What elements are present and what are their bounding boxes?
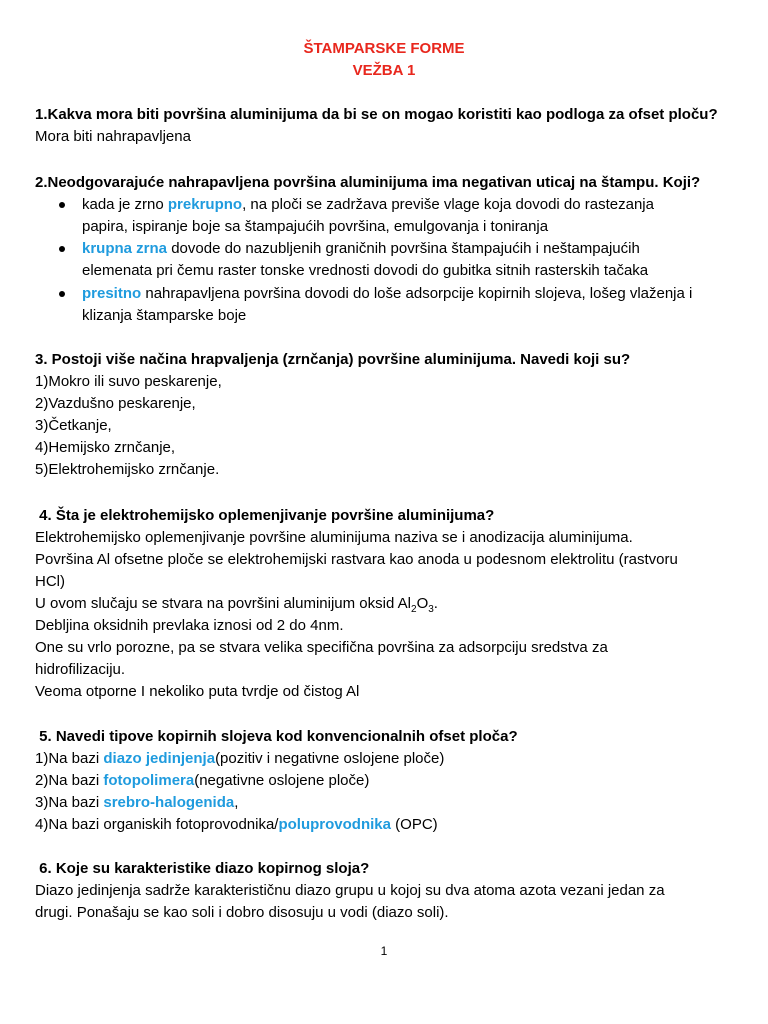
question-2: 2.Neodgovarajuće nahrapavljena površina aluminijuma ima negativan uticaj na štampu. Koji? [35,174,701,191]
bullet-3-text-line2: klizanja štamparske boje [82,307,247,324]
bullet-1-text: kada je zrno prekrupno, na ploči se zadržava previše vlage koja dovodi do rastezanja [82,196,654,213]
list-item: 2)Vazdušno peskarenje, [35,395,196,412]
bullet-2-text: krupna zrna dovode do nazubljenih graničnih površina štampajućih i neštampajućih [82,240,640,257]
paragraph-line: U ovom slučaju se stvara na površini aluminijum oksid $Al_2O_3$. [35,595,438,615]
question-6: 6. Koje su karakteristike diazo kopirnog sloja? [35,860,370,877]
paragraph-line: Diazo jedinjenja sadrže karakterističnu diazo grupu u kojoj su dva atoma azota vezani jedan za [35,882,665,899]
bullet-2-text-line2: elemenata pri čemu raster tonske vrednosti dovodi do gubitka sitnih rasterskih tačaka [82,262,649,279]
list-item: 4)Na bazi organiskih fotoprovodnika/poluprovodnika (OPC) [35,816,438,833]
highlight-term: prekrupno [167,196,243,213]
bullet-1-text-line2: papira, ispiranje boje sa štampajućih površina, emulgovanja i toniranja [82,218,549,235]
highlight-term: poluprovodnika [278,816,391,833]
question-5: 5. Navedi tipove kopirnih slojeva kod konvencionalnih ofset ploča? [35,728,518,745]
question-4: 4. Šta je elektrohemijsko oplemenjivanje površine aluminijuma? [35,507,495,524]
list-item: 3)Četkanje, [35,417,112,434]
paragraph-line: hidrofilizaciju. [35,661,126,678]
list-item: 3)Na bazi srebro-halogenida, [35,794,239,811]
paragraph-line: One su vrlo porozne, pa se stvara velika specifična površina za adsorpciju sredstva za [35,639,608,656]
paragraph-line: drugi. Ponašaju se kao soli i dobro disosuju u vodi (diazo soli). [35,904,449,921]
doc-title: ŠTAMPARSKE FORME [303,40,465,57]
bullet-3-text: presitno nahrapavljena površina dovodi do loše adsorpcije kopirnih slojeva, lošeg vlaženja i [82,285,693,302]
question-1: 1.Kakva mora biti površina aluminijuma da bi se on mogao koristiti kao podloga za ofset ploču? [35,106,718,123]
highlight-term: presitno [82,285,142,302]
list-item: 1)Mokro ili suvo peskarenje, [35,373,222,390]
question-3: 3. Postoji više načina hrapvaljenja (zrnčanja) površine aluminijuma. Navedi koji su? [35,351,631,368]
list-item: 4)Hemijsko zrnčanje, [35,439,176,456]
highlight-term: krupna zrna [82,240,168,257]
list-item: 5)Elektrohemijsko zrnčanje. [35,461,220,478]
paragraph-line: Veoma otporne I nekoliko puta tvrdje od čistog Al [35,683,360,700]
list-item: 2)Na bazi fotopolimera(negativne oslojene ploče) [35,772,370,789]
page-number: 1 [380,944,388,958]
paragraph-line: Površina Al ofsetne ploče se elektrohemijski rastvara kao anoda u podesnom elektrolitu (rastvoru [35,551,678,568]
highlight-term: fotopolimera [103,772,195,789]
list-item: 1)Na bazi diazo jedinjenja(pozitiv i negativne oslojene ploče) [35,750,445,767]
paragraph-line: Debljina oksidnih prevlaka iznosi od 2 do 4nm. [35,617,344,634]
highlight-term: diazo jedinjenja [103,750,216,767]
paragraph-line: HCl) [35,573,65,590]
answer-1: Mora biti nahrapavljena [35,128,191,145]
doc-subtitle: VEŽBA 1 [352,62,416,79]
paragraph-line: Elektrohemijsko oplemenjivanje površine aluminijuma naziva se i anodizacija aluminijuma. [35,529,633,546]
highlight-term: srebro-halogenida [103,794,235,811]
